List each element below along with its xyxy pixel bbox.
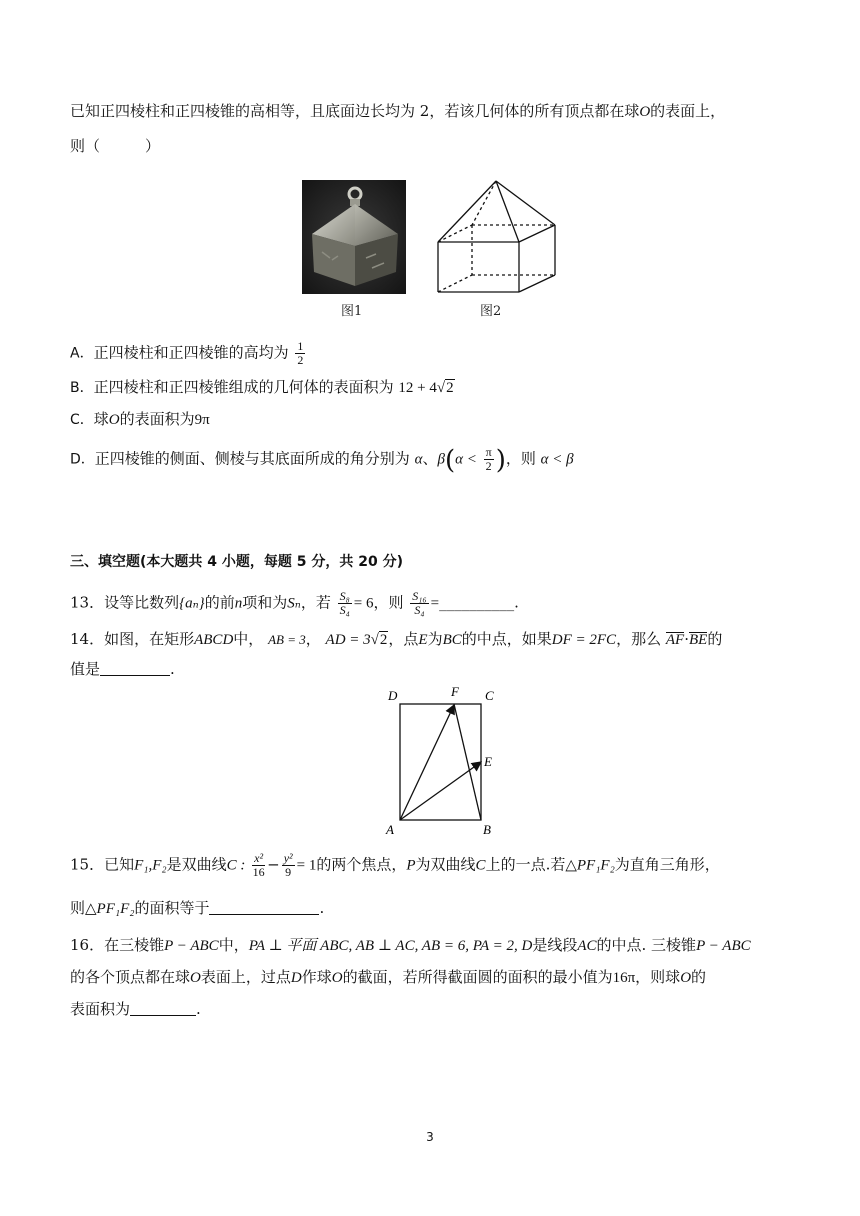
section3-title: 三、填空题(本大题共 4 小题，每题 5 分，共 20 分) <box>70 554 404 570</box>
q12-option-c: C．球O的表面积为9π <box>70 410 210 428</box>
q12-figure2-caption: 图2 <box>480 304 502 319</box>
q12-figure2-diagram <box>434 178 564 296</box>
q12-option-b: B．正四棱柱和正四棱锥组成的几何体的表面积为 12 + 4√2 <box>70 378 454 396</box>
q12-figure1-photo <box>302 180 406 294</box>
q12-option-d: D．正四棱锥的侧面、侧棱与其底面所成的角分别为 α、β(α < $\frac{\pi}{2}$ )，则 α < β <box>70 445 574 476</box>
q16-text-line2: 的各个顶点都在球O表面上，过点D作球O的截面，若所得截面圆的面积的最小值为16π，则球O的 <box>70 968 707 986</box>
label-D: D <box>388 688 398 703</box>
label-C: C <box>485 688 494 703</box>
label-B: B <box>483 822 491 837</box>
q16-text-line1: 16．在三棱锥P − ABC中，PA ⊥ 平面 ABC, AB ⊥ AC, AB = 6, PA = 2, D是线段AC的中点. 三棱锥P − ABC <box>70 936 751 954</box>
q12-stem-line1: 已知正四棱柱和正四棱锥的高相等，且底面边长均为 2，若该几何体的所有顶点都在球O的表面上， <box>70 102 726 120</box>
label-F: F <box>451 684 459 699</box>
q14-text-line1: 14．如图，在矩形ABCD中， AB = 3， AD = 3√2，点E为BC的中点，如果DF = 2FC，那么 AF·BE的 <box>70 630 723 648</box>
label-E: E <box>484 754 492 769</box>
label-A: A <box>386 822 394 837</box>
q15-text-line2: 则△PF₁F₂的面积等于 . <box>70 899 325 917</box>
q13-text: 13．设等比数列{aₙ}的前n项和为Sₙ，若 $\frac{\text{S₈}}{\text{S₄}}$ = 6，则 $\frac{\text{S₁₆}}{\text{S₄}}$ =__________. <box>70 589 519 617</box>
q14-rectangle-figure <box>382 682 502 838</box>
q16-text-line3: 表面积为 . <box>70 1000 201 1018</box>
q12-figure1-caption: 图1 <box>341 304 363 319</box>
q12-option-a: A．正四棱柱和正四棱锥的高均为 $\frac{1}{2}$ <box>70 339 304 367</box>
q14-text-line2: 值是 . <box>70 660 175 678</box>
q15-text-line1: 15．已知F₁,F₂是双曲线C : $\frac{\text{x²}}{16}$ − $\frac{\text{y²}}{9}$ = 1的两个焦点，P为双曲线C上的一点.若△PF₁F₂为直角三角形， <box>70 851 720 879</box>
q12-stem-line2: 则（ ） <box>70 137 161 155</box>
page-number: 3 <box>426 1130 434 1144</box>
